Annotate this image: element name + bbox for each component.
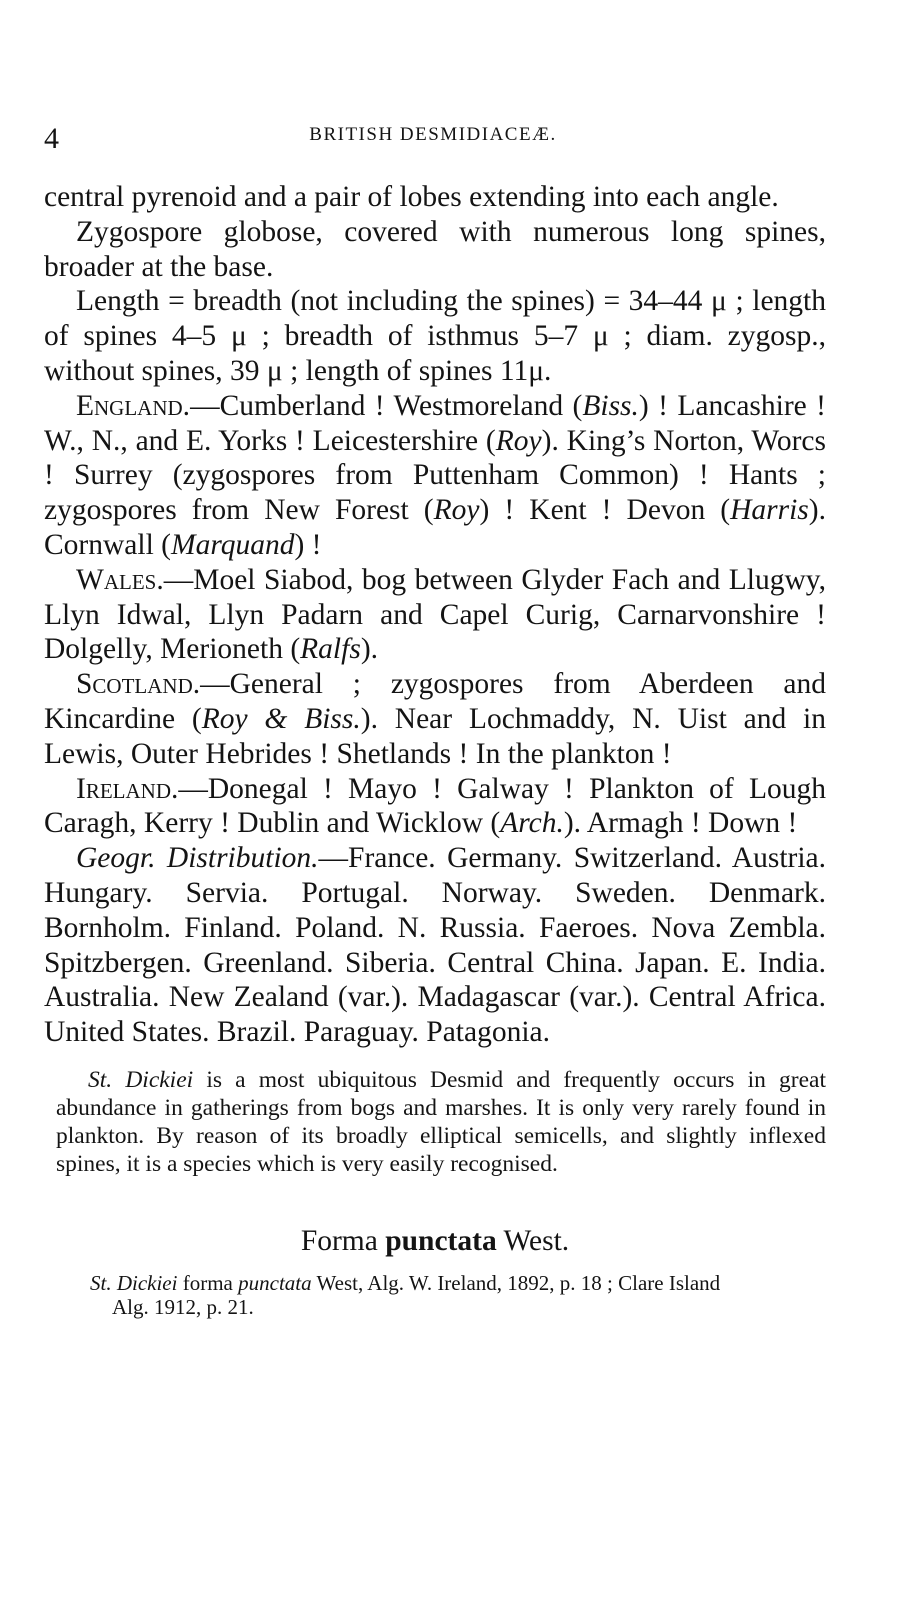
region-label-england: England.: [76, 389, 191, 422]
region-label-ireland: Ireland.: [76, 772, 179, 805]
authority: Harris: [730, 494, 809, 527]
authority: Arch.: [500, 807, 564, 840]
paragraph-england: England.—Cumberland ! Westmoreland (Biss.) ! Lancashire ! W., N., and E. Yorks ! Leicestershire (Roy). King’s Norton, Worcs ! Surrey (zygospores from Puttenham Common) ! Hants ; zygospores from New Forest (Roy) ! Kent ! Devon (Harris). Cornwall (Marquand) !: [44, 389, 826, 561]
region-label-wales: Wales.: [76, 563, 164, 596]
page-body: [44, 180, 826, 1319]
authority: Ralfs: [300, 633, 361, 666]
paragraph-ireland: Ireland.—Donegal ! Mayo ! Galway ! Plankton of Lough Caragh, Kerry ! Dublin and Wicklow (Arch.). Armagh ! Down !: [44, 772, 826, 840]
running-head: BRITISH DESMIDIACEÆ.: [309, 124, 557, 145]
forma-name: punctata: [385, 1224, 497, 1257]
paragraph-dimensions: Length = breadth (not including the spines) = 34–44 μ ; length of spines 4–5 μ ; breadth of isthmus 5–7 μ ; diam. zygosp., without spines, 39 μ ; length of spines 11μ.: [44, 285, 826, 387]
paragraph-distribution: Geogr. Distribution.—France. Germany. Switzerland. Austria. Hungary. Servia. Portugal. Norway. Sweden. Denmark. Bornholm. Finland. Poland. N. Russia. Faeroes. Nova Zembla. Spitzbergen. Greenland. Siberia. Central China. Japan. E. India. Australia. New Zealand (var.). Madagascar (var.). Central Africa. United States. Brazil. Paraguay. Patagonia.: [44, 842, 826, 1049]
paragraph-remark: St. Dickiei is a most ubiquitous Desmid and frequently occurs in great abundance in gatherings from bogs and marshes. It is only very rarely found in plankton. By reason of its broadly elliptical semicells, and slightly inflexed spines, it is a species which is very easily recognised.: [56, 1066, 826, 1177]
paragraph-chromatophore: central pyrenoid and a pair of lobes extending into each angle.: [44, 181, 779, 213]
paragraph-zygospore: Zygospore globose, covered with numerous long spines, broader at the base.: [44, 215, 826, 283]
authority: Biss.: [582, 389, 639, 422]
paragraph-wales: Wales.—Moel Siabod, bog between Glyder Fach and Llugwy, Llyn Idwal, Llyn Padarn and Capel Curig, Carnarvonshire ! Dolgelly, Merioneth (Ralfs).: [44, 563, 826, 666]
authority: Roy: [433, 494, 480, 527]
citation-line-2: Alg. 1912, p. 21.: [112, 1294, 254, 1319]
region-label-scotland: Scotland.: [76, 668, 201, 701]
citation: St. Dickiei forma punctata West, Alg. W. Ireland, 1892, p. 18 ; Clare Island Alg. 1912, p. 21.: [44, 1271, 826, 1319]
authority: Marquand: [171, 528, 295, 561]
species-name: St. Dickiei: [90, 1270, 178, 1295]
species-name: St. Dickiei: [88, 1066, 194, 1093]
page-header: [44, 118, 822, 158]
authority: Roy: [495, 424, 542, 457]
page-number: 4: [44, 122, 59, 155]
forma-name: punctata: [238, 1270, 312, 1295]
paragraph-scotland: Scotland.—General ; zygospores from Aberdeen and Kincardine (Roy & Biss.). Near Lochmaddy, N. Uist and in Lewis, Outer Hebrides ! Shetlands ! In the plankton !: [44, 668, 826, 770]
forma-heading: Forma punctata West.: [300, 1224, 570, 1257]
authority: Roy & Biss.: [201, 702, 361, 735]
distribution-label: Geogr. Distribution.: [76, 842, 319, 875]
